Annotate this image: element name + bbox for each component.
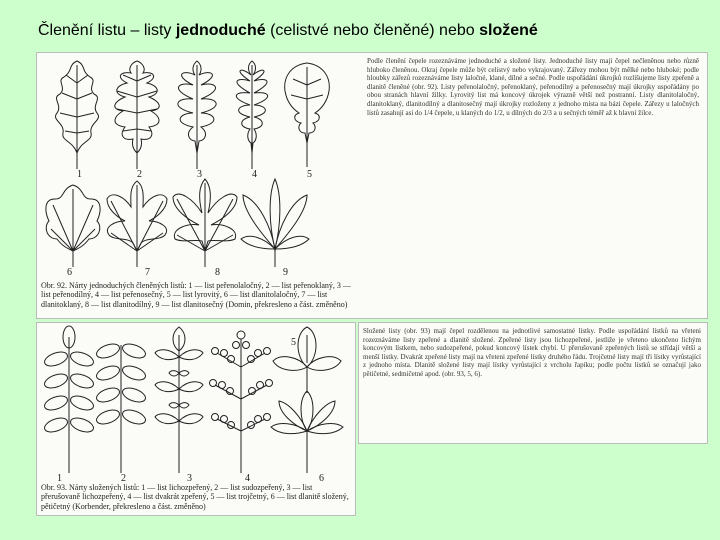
interrupted-pinnate-leaf-icon (155, 327, 203, 473)
odd-pinnate-leaf-icon (43, 326, 96, 473)
fig92-label-2: 2 (137, 169, 142, 180)
palmate-compound-leaf-icon (271, 391, 343, 473)
simple-leaves-scan (36, 52, 708, 319)
fig93-label-4: 4 (245, 473, 250, 483)
fig93-label-3: 3 (187, 473, 192, 483)
pinnately-sect-leaf-icon (236, 61, 267, 169)
compound-leaves-text-scan (358, 322, 708, 444)
fig92-label-9: 9 (283, 267, 288, 278)
fig93-description-text: Složené listy (obr. 93) mají čepel rozdělenou na jednotlivé samostatné lístky. Podle uspořádání lístků na vřeteni rozeznáváme listy zpeřené a dlanitě složené. Zpeřené listy jsou lichozpeřené, jestliže je vřeteno ukončeno lichým koncovým lístkem, nebo sudozpeřené, pokud koncový lístek chybí. U přerušovaně zpeřených listů se střídají větší a menší lístky. Dvakrát zpeřené listy mají na vřeteni zpeřené lístky druhého řádu. Trojčetné listy mají tři lístky vyrůstající z jednoho místa. Dlanitě složené listy mají lístky vyrůstající z vrcholu řapíku; podle počtu lístků se označují jako pětičetné, sedmičetné apod. (obr. 93, 5, 6). (363, 327, 701, 378)
even-pinnate-leaf-icon (95, 341, 148, 473)
palmately-sect-leaf-icon (241, 179, 309, 267)
slide-title: Členění listu – listy jednoduché (celistvé nebo členěné) nebo složené (38, 22, 538, 39)
trifoliate-leaf-icon (273, 327, 341, 393)
palmately-parted-leaf-icon (173, 179, 237, 267)
fig93-caption: Obr. 93. Nárty složených listů: 1 — list lichozpeřený, 2 — list sudozpeřený, 3 — list přerušovaně lichozpeřený, 4 — list dvakrát zpeřený, 5 — list trojčetný, 6 — list dlanitě složený, pětičetný (Korbender, překresleno a část. změněno) (41, 483, 349, 511)
pinnately-cleft-leaf-icon (115, 61, 159, 169)
fig93-label-6: 6 (319, 473, 324, 483)
fig92-label-3: 3 (197, 169, 202, 180)
pinnately-lobed-leaf-icon (55, 61, 98, 169)
fig92-label-6: 6 (67, 267, 72, 278)
simple-leaves-figure (37, 53, 355, 283)
bipinnate-leaf-icon (210, 331, 273, 473)
fig93-label-1: 1 (57, 473, 62, 483)
palmately-lobed-leaf-icon (46, 185, 100, 267)
fig92-label-8: 8 (215, 267, 220, 278)
fig92-label-5: 5 (307, 169, 312, 180)
compound-leaves-scan (36, 322, 356, 516)
fig92-caption: Obr. 92. Nárty jednoduchých členěných listů: 1 — list peřenolaločný, 2 — list peřenoklaný, 3 — list peřenodílný, 4 — list peřenosečný, 5 — list lyrovitý, 6 — list dlanitolaločný, 7 — list dlanitoklaný, 8 — list dlanitodílný, 9 — list dlanitosečný (Domin, překresleno a část. změněno) (41, 281, 351, 309)
compound-leaves-figure (37, 323, 355, 483)
fig93-label-2: 2 (121, 473, 126, 483)
fig92-label-7: 7 (145, 267, 150, 278)
fig92-label-1: 1 (77, 169, 82, 180)
fig92-label-4: 4 (252, 169, 257, 180)
fig92-description-text: Podle členění čepele rozeznáváme jednoduché a složené listy. Jednoduché listy mají čepel nečleněnou nebo různě hluboko členěnou. Okraj čepele může být celistvý nebo vykrajovaný. Zářezy mohou být mělké nebo hluboké; podle hloubky zářezů rozeznáváme listy laločné, klané, dílné a sečné. Podle uspořádání úkrojků rozlišujeme listy zpeřeně a dlanitě členěné (obr. 92). Listy peřenolaločný, peřenoklaný, peřenodílný a peřenosečný mají úkrojky uspořádány po obou stranách hlavní žilky. Lyrovitý list má koncový úkrojek výrazně větší než postranní. Listy dlanitolaločný, dlanitoklaný, dlanitodílný a dlanitosečný mají úkrojky rozloženy z jednoho místa na bázi čepele. Zářezy u laločných listů zasahují asi do 1/4 čepele, u klaných do 1/2, u dílných do 2/3 a u sečných téměř až k hlavní žilce. (367, 57, 699, 117)
fig93-label-5: 5 (291, 337, 296, 348)
pinnately-parted-leaf-icon (178, 61, 216, 169)
lyrate-leaf-icon (285, 63, 330, 167)
palmately-cleft-leaf-icon (107, 181, 167, 267)
